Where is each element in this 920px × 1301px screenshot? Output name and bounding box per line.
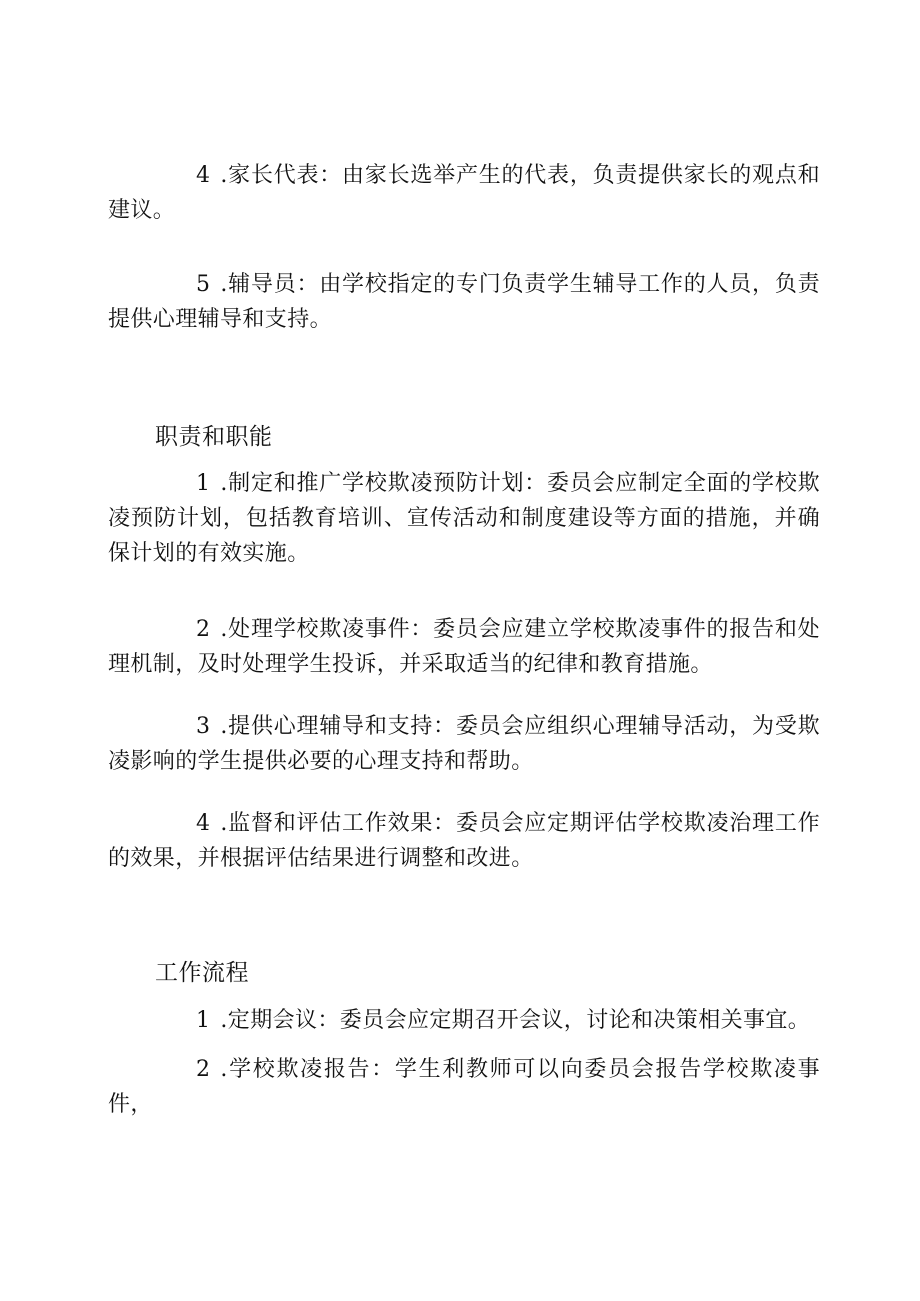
item-number: 1 bbox=[196, 471, 211, 496]
item-number: 5 bbox=[196, 272, 211, 297]
workflow-item-reporting bbox=[108, 1052, 820, 1122]
item-number: 4 bbox=[196, 811, 211, 836]
workflow-item-meetings bbox=[108, 1003, 820, 1038]
item-number: 4 bbox=[196, 163, 211, 188]
item-text: .提供心理辅导和支持：委员会应组织心理辅导活动，为受欺凌影响的学生提供必要的心理支持和帮助。 bbox=[108, 714, 820, 774]
item-text: .定期会议：委员会应定期召开会议，讨论和决策相关事宜。 bbox=[220, 1008, 811, 1033]
item-text: .处理学校欺凌事件：委员会应建立学校欺凌事件的报告和处理机制，及时处理学生投诉，并采取适当的纪律和教育措施。 bbox=[108, 617, 820, 677]
duty-item-counseling bbox=[108, 709, 820, 779]
section-heading-workflow: 工作流程 bbox=[155, 960, 249, 986]
member-item-parent-rep bbox=[108, 158, 820, 228]
item-number: 1 bbox=[196, 1008, 211, 1033]
item-number: 2 bbox=[196, 617, 211, 642]
item-number: 3 bbox=[196, 714, 211, 739]
duty-item-handle-incidents bbox=[108, 612, 820, 682]
duty-item-prevention-plan bbox=[108, 466, 820, 571]
item-text: .家长代表：由家长选举产生的代表，负责提供家长的观点和建议。 bbox=[108, 163, 820, 223]
item-text: .学校欺凌报告：学生利教师可以向委员会报告学校欺凌事件， bbox=[108, 1057, 820, 1117]
section-heading-duties: 职责和职能 bbox=[155, 424, 273, 450]
item-text: .辅导员：由学校指定的专门负责学生辅导工作的人员，负责提供心理辅导和支持。 bbox=[108, 272, 820, 332]
duty-item-evaluation bbox=[108, 806, 820, 876]
member-item-counselor bbox=[108, 267, 820, 337]
item-text: .制定和推广学校欺凌预防计划：委员会应制定全面的学校欺凌预防计划，包括教育培训、宣传活动和制度建设等方面的措施，并确保计划的有效实施。 bbox=[108, 471, 820, 566]
item-number: 2 bbox=[196, 1057, 211, 1082]
item-text: .监督和评估工作效果：委员会应定期评估学校欺凌治理工作的效果，并根据评估结果进行调整和改进。 bbox=[108, 811, 820, 871]
